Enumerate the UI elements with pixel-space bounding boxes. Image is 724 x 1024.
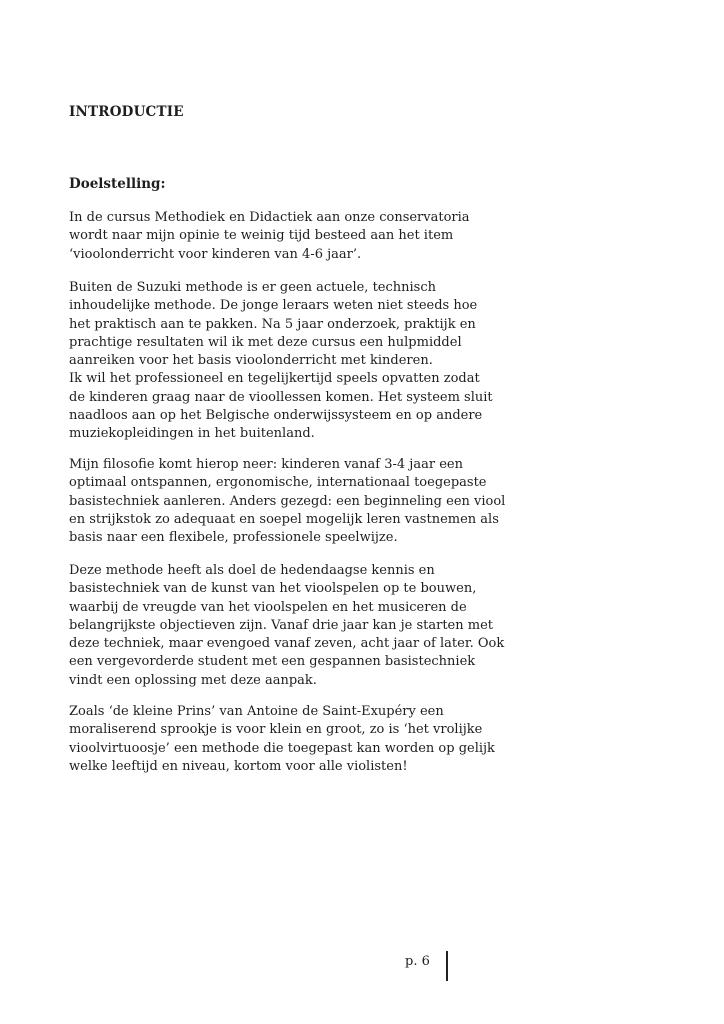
text-line: aanreiken voor het basis vioolonderricht met kinderen. — [69, 353, 433, 369]
text-line: een vergevorderde student met een gespannen basistechniek — [69, 654, 476, 670]
text-line: prachtige resultaten wil ik met deze cursus een hulpmiddel — [69, 334, 462, 350]
page-number: p. 6 — [405, 954, 430, 969]
text-line: muziekopleidingen in het buitenland. — [69, 426, 315, 442]
page-number-divider — [446, 951, 448, 981]
text-line: inhoudelijke methode. De jonge leraars weten niet steeds hoe — [69, 298, 478, 314]
text-line: basistechniek aanleren. Anders gezegd: een beginneling een viool — [69, 493, 506, 509]
text-line: welke leeftijd en niveau, kortom voor alle violisten! — [69, 758, 408, 774]
text-line: deze techniek, maar evengoed vanaf zeven, acht jaar of later. Ook — [69, 636, 505, 652]
text-line: Zoals ‘de kleine Prins’ van Antoine de Saint-Exupéry een — [69, 704, 444, 719]
text-line: moraliserend sprookje is voor klein en groot, zo is ‘het vrolijke — [69, 722, 483, 738]
paragraph-5 — [69, 703, 495, 776]
text-line: Buiten de Suzuki methode is er geen actuele, technisch — [69, 280, 436, 295]
text-line: de kinderen graag naar de vioollessen komen. Het systeem sluit — [69, 389, 493, 405]
text-line: ‘vioolonderricht voor kinderen van 4-6 jaar’. — [69, 246, 362, 262]
paragraph-3 — [69, 456, 506, 547]
section-heading: Doelstelling: — [69, 176, 166, 192]
text-line: het praktisch aan te pakken. Na 5 jaar onderzoek, praktijk en — [69, 316, 476, 332]
paragraph-2 — [69, 279, 493, 444]
paragraph-1 — [69, 209, 489, 264]
text-line: Ik wil het professioneel en tegelijkertijd speels opvatten zodat — [69, 371, 480, 387]
paragraph-4 — [69, 562, 505, 690]
text-line: Mijn filosofie komt hierop neer: kinderen vanaf 3-4 jaar een — [69, 457, 463, 472]
text-line: vindt een oplossing met deze aanpak. — [69, 672, 317, 688]
text-line: basis naar een flexibele, professionele speelwijze. — [69, 530, 398, 546]
text-line: waarbij de vreugde van het vioolspelen en het musiceren de — [69, 599, 467, 615]
text-line: en strijkstok zo adequaat en soepel mogelijk leren vastnemen als — [69, 511, 499, 527]
text-line: vioolvirtuoosje’ een methode die toegepast kan worden op gelijk — [69, 740, 495, 756]
text-line: naadloos aan op het Belgische onderwijssysteem en op andere — [69, 408, 483, 424]
text-line: basistechniek van de kunst van het vioolspelen op te bouwen, — [69, 581, 477, 597]
text-line: optimaal ontspannen, ergonomische, internationaal toegepaste — [69, 475, 487, 491]
text-line: belangrijkste objectieven zijn. Vanaf drie jaar kan je starten met — [69, 617, 493, 633]
text-line: Deze methode heeft als doel de hedendaagse kennis en — [69, 563, 435, 578]
text-line: In de cursus Methodiek en Didactiek aan onze conservatoria — [69, 210, 470, 225]
page-heading: INTRODUCTIE — [69, 104, 184, 120]
text-line: wordt naar mijn opinie te weinig tijd besteed aan het item — [69, 228, 454, 244]
